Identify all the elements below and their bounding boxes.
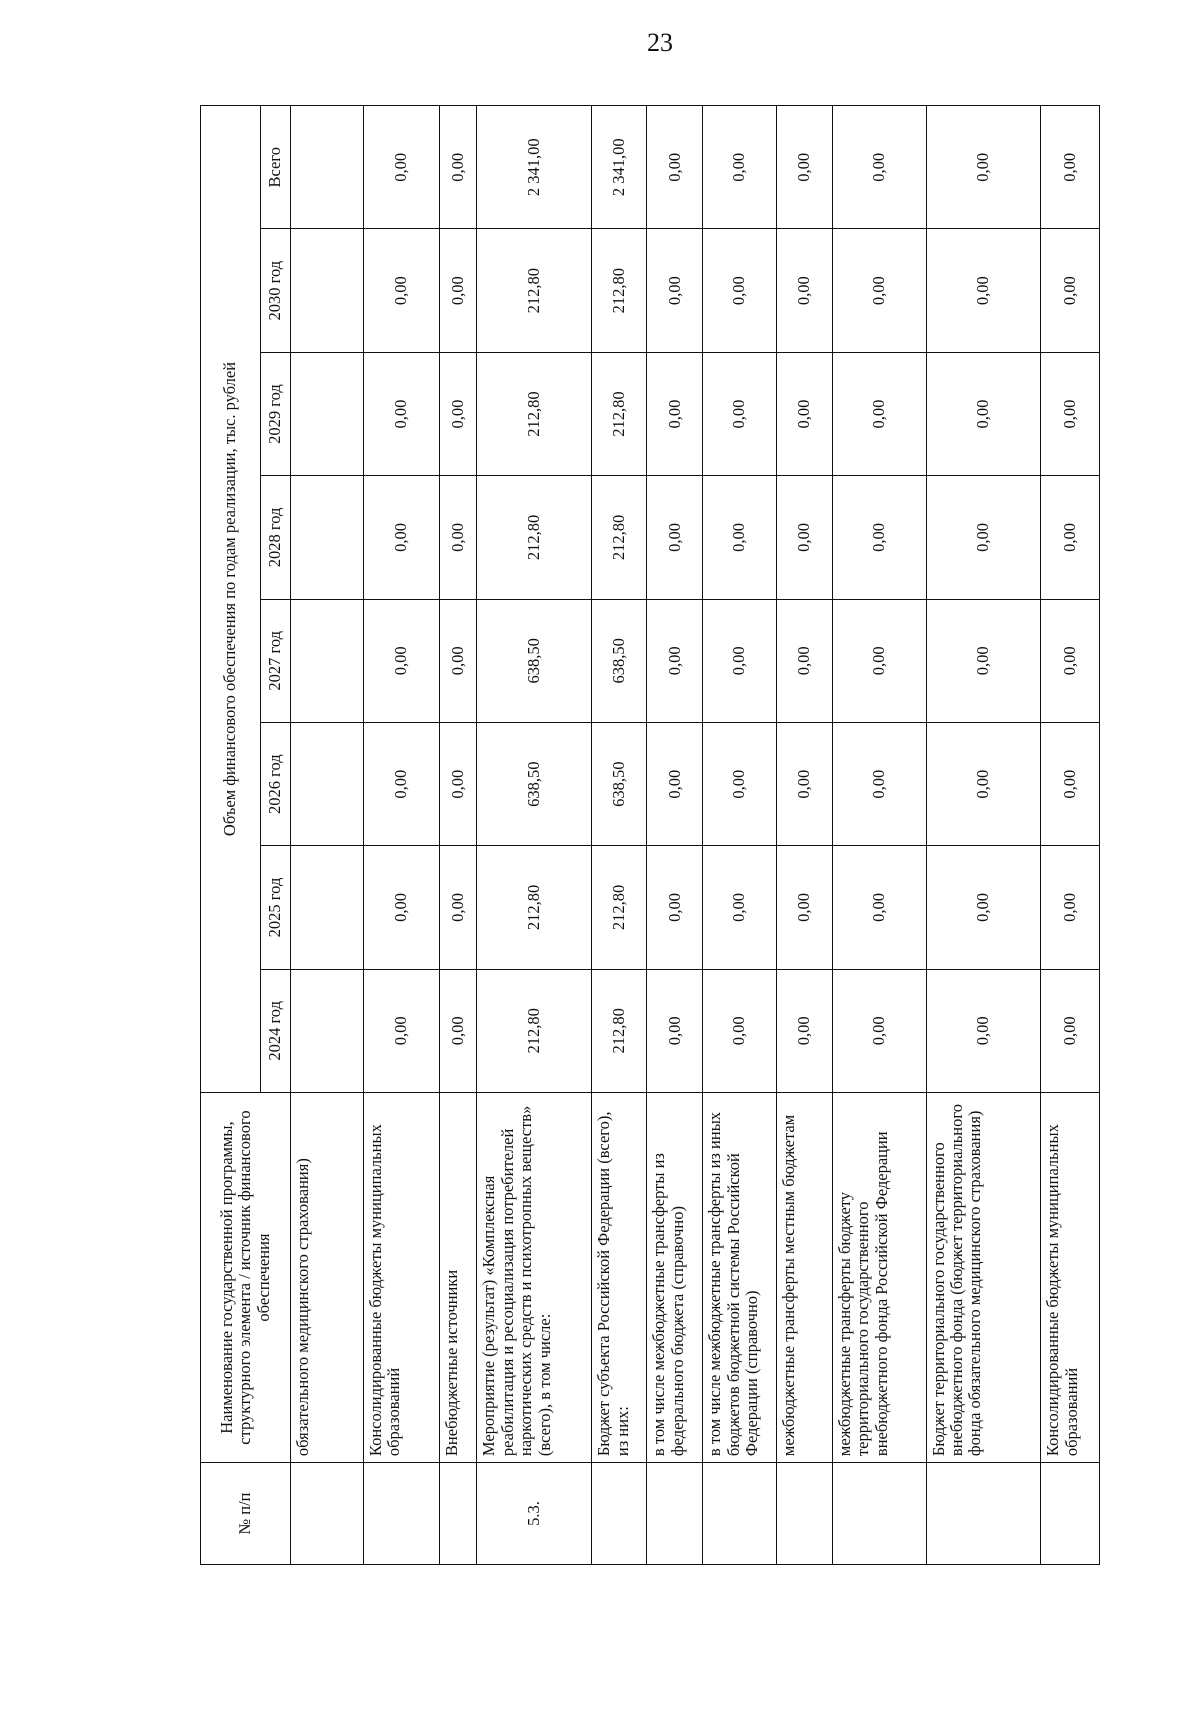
row-value: 0,00 xyxy=(647,106,703,230)
row-value: 2 341,00 xyxy=(477,106,592,230)
row-name: Внебюджетные источники xyxy=(439,1093,476,1463)
row-value: 0,00 xyxy=(703,846,776,969)
row-value: 638,50 xyxy=(592,599,647,722)
table-row xyxy=(439,106,476,1565)
table-row xyxy=(832,106,926,1565)
row-value: 0,00 xyxy=(703,476,776,599)
table-row xyxy=(776,106,832,1565)
row-value: 0,00 xyxy=(832,722,926,845)
row-value: 0,00 xyxy=(363,969,439,1092)
row-value xyxy=(291,352,364,475)
row-value xyxy=(291,969,364,1092)
rotated-table-area xyxy=(200,105,1100,1565)
rotated-table-frame xyxy=(200,105,1100,1565)
row-index xyxy=(647,1463,703,1565)
row-index: 5.3. xyxy=(477,1463,592,1565)
row-value: 0,00 xyxy=(703,106,776,230)
row-value xyxy=(291,846,364,969)
row-value: 212,80 xyxy=(477,352,592,475)
row-value: 0,00 xyxy=(439,476,476,599)
row-value: 2 341,00 xyxy=(592,106,647,230)
row-value: 0,00 xyxy=(363,722,439,845)
row-value: 0,00 xyxy=(776,969,832,1092)
row-value: 0,00 xyxy=(1041,476,1100,599)
row-value: 0,00 xyxy=(1041,599,1100,722)
row-value: 0,00 xyxy=(832,969,926,1092)
row-value: 0,00 xyxy=(926,722,1041,845)
row-name: в том числе межбюджетные трансферты из иных бюджетов бюджетной системы Российской Федерации (справочно) xyxy=(703,1093,776,1463)
row-value: 0,00 xyxy=(1041,722,1100,845)
page-number: 23 xyxy=(647,28,673,57)
row-name: обязательного медицинского страхования) xyxy=(291,1093,364,1463)
table-row xyxy=(363,106,439,1565)
table-row xyxy=(926,106,1041,1565)
row-value: 0,00 xyxy=(439,352,476,475)
row-value: 0,00 xyxy=(647,352,703,475)
row-value: 0,00 xyxy=(832,352,926,475)
row-value: 0,00 xyxy=(363,476,439,599)
row-value: 212,80 xyxy=(477,969,592,1092)
row-value: 0,00 xyxy=(832,106,926,230)
row-value: 0,00 xyxy=(647,229,703,352)
row-value: 0,00 xyxy=(776,106,832,230)
row-value: 0,00 xyxy=(776,476,832,599)
row-value: 0,00 xyxy=(363,106,439,230)
row-value: 0,00 xyxy=(926,229,1041,352)
row-value: 0,00 xyxy=(363,846,439,969)
header-year: 2028 год xyxy=(261,476,291,599)
table-row xyxy=(647,106,703,1565)
row-name: Консолидированные бюджеты муниципальных образований xyxy=(1041,1093,1100,1463)
row-value: 0,00 xyxy=(832,476,926,599)
row-index xyxy=(363,1463,439,1565)
row-value: 0,00 xyxy=(776,599,832,722)
row-value: 0,00 xyxy=(439,969,476,1092)
row-value: 638,50 xyxy=(477,722,592,845)
header-year: Всего xyxy=(261,106,291,230)
row-value: 638,50 xyxy=(592,722,647,845)
row-name: в том числе межбюджетные трансферты из федерального бюджета (справочно) xyxy=(647,1093,703,1463)
row-value: 0,00 xyxy=(1041,229,1100,352)
table-row xyxy=(703,106,776,1565)
row-value: 0,00 xyxy=(647,476,703,599)
row-value: 0,00 xyxy=(363,599,439,722)
row-value: 0,00 xyxy=(926,969,1041,1092)
header-year: 2026 год xyxy=(261,722,291,845)
row-value: 212,80 xyxy=(592,969,647,1092)
row-value: 212,80 xyxy=(592,846,647,969)
row-value: 0,00 xyxy=(1041,106,1100,230)
row-value: 0,00 xyxy=(703,969,776,1092)
row-value xyxy=(291,229,364,352)
row-value: 0,00 xyxy=(647,969,703,1092)
row-name: Бюджет территориального государственного внебюджетного фонда (бюджет территориального фонда обязательного медицинского страхования) xyxy=(926,1093,1041,1463)
row-value: 0,00 xyxy=(439,599,476,722)
row-index xyxy=(832,1463,926,1565)
row-name: межбюджетные трансферты местным бюджетам xyxy=(776,1093,832,1463)
row-value: 212,80 xyxy=(477,229,592,352)
row-index xyxy=(1041,1463,1100,1565)
table-row xyxy=(1041,106,1100,1565)
header-year: 2027 год xyxy=(261,599,291,722)
row-index xyxy=(703,1463,776,1565)
row-value: 0,00 xyxy=(647,846,703,969)
row-value xyxy=(291,106,364,230)
row-value: 0,00 xyxy=(363,229,439,352)
row-value: 0,00 xyxy=(703,229,776,352)
row-value: 0,00 xyxy=(832,599,926,722)
row-value: 0,00 xyxy=(1041,969,1100,1092)
row-value: 0,00 xyxy=(926,106,1041,230)
row-value: 212,80 xyxy=(477,846,592,969)
row-value: 212,80 xyxy=(592,352,647,475)
financing-table xyxy=(200,105,1100,1565)
header-index: № п/п xyxy=(201,1463,291,1565)
row-index xyxy=(291,1463,364,1565)
row-value: 0,00 xyxy=(647,722,703,845)
table-row xyxy=(477,106,592,1565)
row-value: 0,00 xyxy=(363,352,439,475)
row-value: 0,00 xyxy=(703,352,776,475)
header-name: Наименование государственной программы, структурного элемента / источник финансового обеспечения xyxy=(201,1093,291,1463)
header-year: 2024 год xyxy=(261,969,291,1092)
row-value: 0,00 xyxy=(1041,352,1100,475)
row-value xyxy=(291,599,364,722)
table-row xyxy=(291,106,364,1565)
row-value: 0,00 xyxy=(926,846,1041,969)
row-value: 0,00 xyxy=(832,846,926,969)
table-row xyxy=(592,106,647,1565)
header-year: 2029 год xyxy=(261,352,291,475)
row-value: 212,80 xyxy=(592,476,647,599)
row-value: 0,00 xyxy=(439,229,476,352)
row-value: 0,00 xyxy=(1041,846,1100,969)
row-value: 0,00 xyxy=(926,352,1041,475)
row-value: 0,00 xyxy=(439,722,476,845)
row-value: 0,00 xyxy=(832,229,926,352)
row-name: Бюджет субъекта Российской Федерации (всего), из них: xyxy=(592,1093,647,1463)
row-value: 638,50 xyxy=(477,599,592,722)
header-year: 2025 год xyxy=(261,846,291,969)
row-value: 0,00 xyxy=(703,722,776,845)
row-value: 0,00 xyxy=(439,106,476,230)
row-value xyxy=(291,722,364,845)
row-name: Мероприятие (результат) «Комплексная реабилитация и ресоциализация потребителей наркотических средств и психотропных веществ» (всего), в том числе: xyxy=(477,1093,592,1463)
row-name: Консолидированные бюджеты муниципальных образований xyxy=(363,1093,439,1463)
row-value: 212,80 xyxy=(592,229,647,352)
row-value: 212,80 xyxy=(477,476,592,599)
row-index xyxy=(926,1463,1041,1565)
row-value: 0,00 xyxy=(439,846,476,969)
row-value: 0,00 xyxy=(926,476,1041,599)
row-index xyxy=(776,1463,832,1565)
header-financing-group: Объем финансового обеспечения по годам реализации, тыс. рублей xyxy=(201,106,261,1093)
row-value: 0,00 xyxy=(926,599,1041,722)
row-value: 0,00 xyxy=(776,229,832,352)
row-value: 0,00 xyxy=(776,846,832,969)
row-value: 0,00 xyxy=(647,599,703,722)
header-year: 2030 год xyxy=(261,229,291,352)
row-value: 0,00 xyxy=(776,722,832,845)
row-value xyxy=(291,476,364,599)
row-index xyxy=(592,1463,647,1565)
row-index xyxy=(439,1463,476,1565)
row-value: 0,00 xyxy=(703,599,776,722)
row-name: межбюджетные трансферты бюджету территориального государственного внебюджетного фонда Российской Федерации xyxy=(832,1093,926,1463)
row-value: 0,00 xyxy=(776,352,832,475)
